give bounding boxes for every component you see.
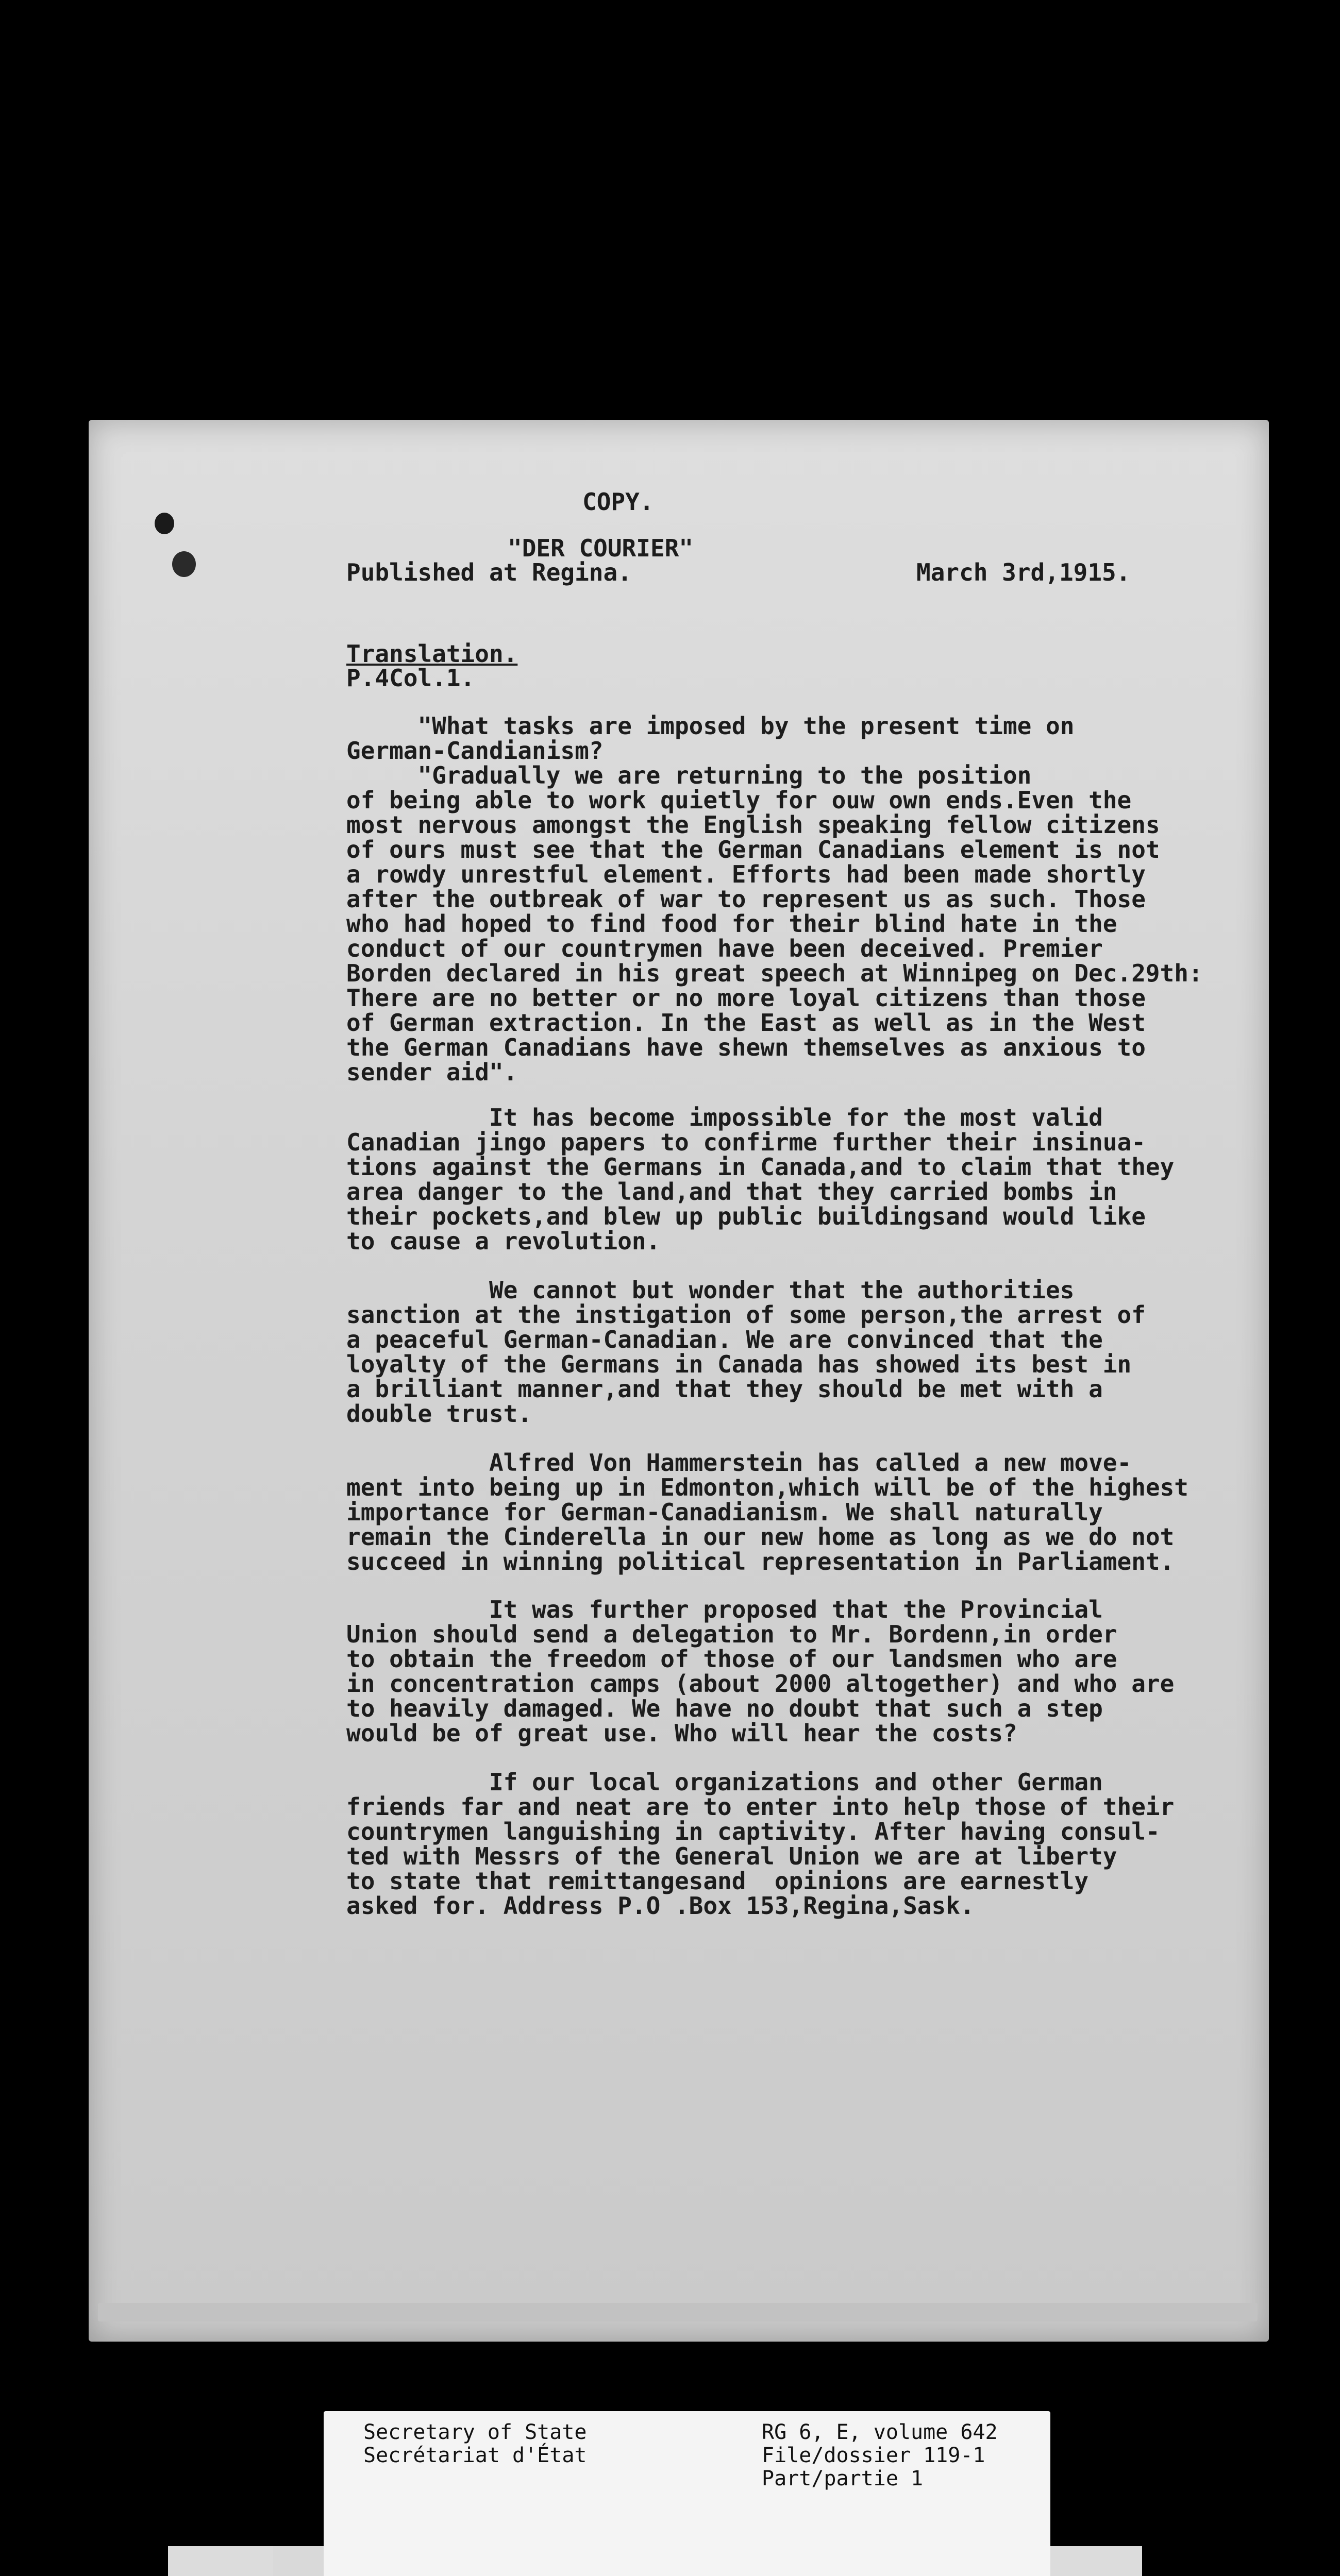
- paragraph-4: [346, 1450, 1188, 1574]
- copy-label: COPY.: [582, 488, 654, 516]
- text-line: the German Canadians have shewn themselves as anxious to: [346, 1033, 1146, 1061]
- text-line: Alfred Von Hammerstein has called a new move-: [346, 1449, 1132, 1477]
- text-line: It was further proposed that the Provincial: [346, 1596, 1103, 1623]
- text-line: Union should send a delegation to Mr. Bordenn,in order: [346, 1620, 1117, 1648]
- document-date: March 3rd,1915.: [916, 558, 1131, 586]
- text-line: a peaceful German-Canadian. We are convinced that the: [346, 1326, 1103, 1353]
- text-line: We cannot but wonder that the authorities: [346, 1276, 1075, 1304]
- text-line: their pockets,and blew up public buildingsand would like: [346, 1202, 1146, 1230]
- text-line: "What tasks are imposed by the present time on: [346, 712, 1075, 740]
- newspaper-title: "DER COURIER": [508, 534, 694, 562]
- text-line: conduct of our countrymen have been deceived. Premier: [346, 935, 1103, 962]
- text-line: succeed in winning political representation in Parliament.: [346, 1548, 1175, 1575]
- paragraph-2: [346, 1105, 1174, 1253]
- text-line: There are no better or no more loyal citizens than those: [346, 984, 1146, 1012]
- text-line: double trust.: [346, 1400, 532, 1428]
- part-number: Part/partie 1: [762, 2467, 924, 2490]
- text-line: sender aid".: [346, 1058, 518, 1086]
- punch-hole-top: [155, 513, 174, 534]
- punch-hole-bottom: [172, 551, 196, 577]
- text-line: ment into being up in Edmonton,which will be of the highest: [346, 1473, 1188, 1501]
- text-line: ted with Messrs of the General Union we are at liberty: [346, 1842, 1117, 1870]
- text-line: to heavily damaged. We have no doubt that such a step: [346, 1694, 1103, 1722]
- text-line: sanction at the instigation of some person,the arrest of: [346, 1301, 1146, 1329]
- text-line: a rowdy unrestful element. Efforts had been made shortly: [346, 860, 1146, 888]
- text-line: to obtain the freedom of those of our landsmen who are: [346, 1645, 1117, 1673]
- page-bottom-edge: [98, 2303, 1258, 2321]
- text-line: remain the Cinderella in our new home as long as we do not: [346, 1523, 1175, 1551]
- text-line: German-Candianism?: [346, 737, 604, 765]
- text-line: "Gradually we are returning to the position: [346, 761, 1032, 789]
- text-line: who had hoped to find food for their blind hate in the: [346, 910, 1117, 938]
- text-line: of German extraction. In the East as well as in the West: [346, 1009, 1146, 1037]
- text-line: Canadian jingo papers to confirme further their insinua-: [346, 1128, 1146, 1156]
- paragraph-6: [346, 1770, 1174, 1918]
- text-line: most nervous amongst the English speaking fellow citizens: [346, 811, 1160, 839]
- paragraph-5: [346, 1597, 1174, 1745]
- text-line: to cause a revolution.: [346, 1227, 661, 1255]
- text-line: to state that remittangesand opinions are earnestly: [346, 1867, 1089, 1895]
- text-line: would be of great use. Who will hear the costs?: [346, 1719, 1017, 1747]
- text-line: importance for German-Canadianism. We shall naturally: [346, 1498, 1103, 1526]
- text-line: a brilliant manner,and that they should be met with a: [346, 1375, 1103, 1403]
- department-name: Secretary of State: [363, 2420, 587, 2444]
- text-line: friends far and neat are to enter into help those of their: [346, 1793, 1175, 1821]
- text-line: loyalty of the Germans in Canada has showed its best in: [346, 1350, 1132, 1378]
- text-line: countrymen languishing in captivity. After having consul-: [346, 1818, 1160, 1845]
- record-group: RG 6, E, volume 642: [762, 2420, 998, 2444]
- department-name-fr: Secrétariat d'État: [363, 2444, 587, 2467]
- text-line: asked for. Address P.O .Box 153,Regina,Sask.: [346, 1892, 975, 1920]
- published-line: Published at Regina.: [346, 558, 632, 586]
- file-number: File/dossier 119-1: [762, 2444, 985, 2467]
- text-line: Borden declared in his great speech at Winnipeg on Dec.29th:: [346, 959, 1203, 987]
- paragraph-1: [346, 714, 1203, 1084]
- text-line: of ours must see that the German Canadians element is not: [346, 836, 1160, 863]
- translation-label: Translation.: [346, 640, 518, 668]
- stamp-tab-right: [1044, 2546, 1142, 2576]
- text-line: of being able to work quietly for ouw own ends.Even the: [346, 786, 1132, 814]
- text-line: tions against the Germans in Canada,and to claim that they: [346, 1153, 1175, 1181]
- text-line: It has become impossible for the most valid: [346, 1104, 1103, 1131]
- text-line: after the outbreak of war to represent us as such. Those: [346, 885, 1146, 913]
- translation-ref: P.4Col.1.: [346, 664, 475, 692]
- text-line: If our local organizations and other German: [346, 1768, 1103, 1796]
- text-line: area danger to the land,and that they carried bombs in: [346, 1178, 1117, 1206]
- paragraph-3: [346, 1278, 1146, 1426]
- text-line: in concentration camps (about 2000 altogether) and who are: [346, 1670, 1175, 1698]
- stamp-tab-left: [168, 2546, 273, 2576]
